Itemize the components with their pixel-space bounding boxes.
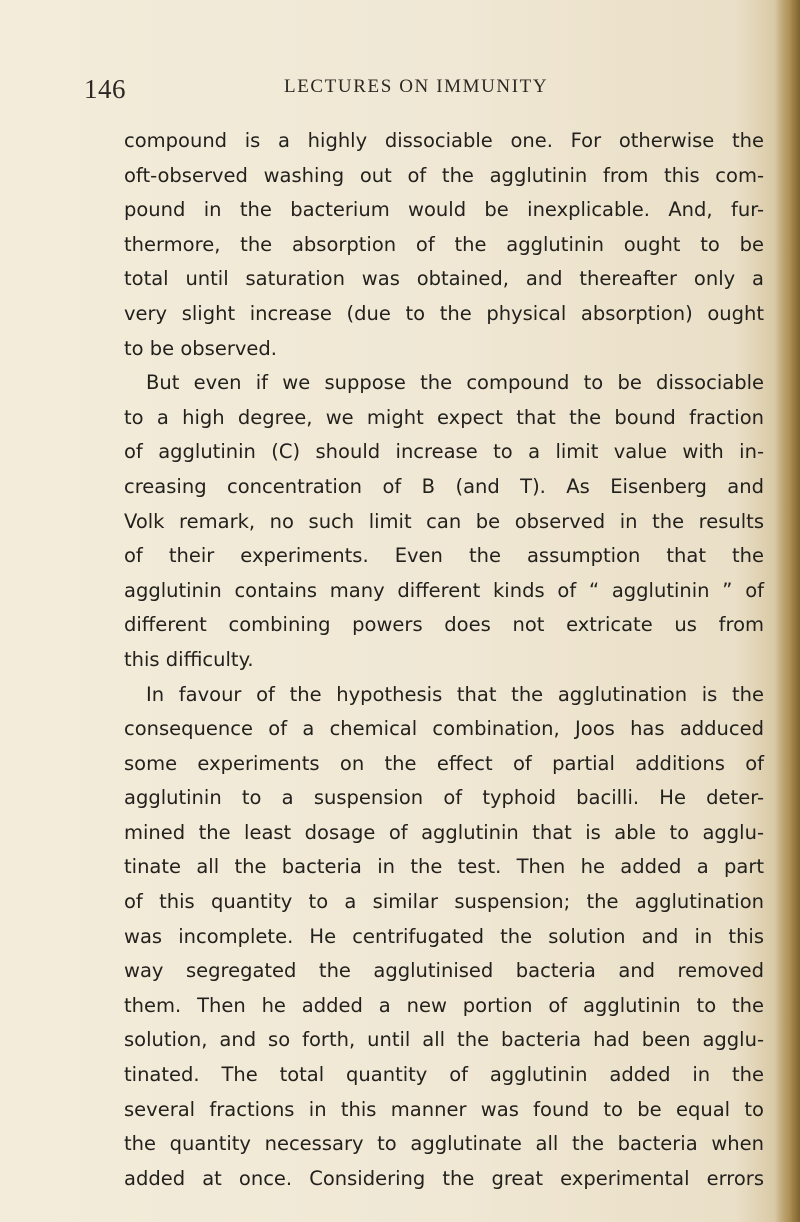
text-line: several fractions in this manner was found to be equal to (124, 1097, 764, 1121)
text-line: added at once. Considering the great experimental errors (124, 1166, 764, 1190)
page-edge-shadow (774, 0, 800, 1222)
text-line: In favour of the hypothesis that the agglutination is the (146, 682, 764, 706)
running-head (84, 70, 764, 110)
body-text (124, 124, 764, 1196)
text-line: of their experiments. Even the assumption that the (124, 544, 764, 568)
text-line: thermore, the absorption of the agglutinin ought to be (124, 232, 764, 256)
text-line: tinate all the bacteria in the test. Then he added a part (124, 855, 764, 879)
text-line: agglutinin to a suspension of typhoid bacilli. He deter- (124, 786, 764, 810)
text-line: of agglutinin (C) should increase to a limit value with in- (124, 440, 764, 464)
text-line: solution, and so forth, until all the bacteria had been agglu- (124, 1028, 764, 1052)
text-line: total until saturation was obtained, and thereafter only a (124, 267, 764, 291)
text-line: agglutinin contains many different kinds of “ agglutinin ” of (124, 578, 764, 602)
text-line: the quantity necessary to agglutinate all the bacteria when (124, 1132, 764, 1156)
text-line: oft-observed washing out of the agglutinin from this com- (124, 163, 764, 187)
running-title: LECTURES ON IMMUNITY (284, 76, 549, 97)
text-line: different combining powers does not extricate us from (124, 613, 764, 637)
page-number: 146 (84, 74, 126, 104)
text-line: was incomplete. He centrifugated the solution and in this (124, 924, 764, 948)
text-line: creasing concentration of B (and T). As Eisenberg and (124, 474, 764, 498)
text-line: consequence of a chemical combination, Joos has adduced (124, 717, 764, 741)
text-line: them. Then he added a new portion of agglutinin to the (124, 993, 764, 1017)
text-line: to a high degree, we might expect that the bound fraction (124, 405, 764, 429)
text-line: pound in the bacterium would be inexplicable. And, fur- (124, 198, 764, 222)
text-line: compound is a highly dissociable one. For otherwise the (124, 129, 764, 152)
text-line: of this quantity to a similar suspension; the agglutination (124, 890, 764, 914)
text-line: But even if we suppose the compound to be dissociable (146, 371, 764, 395)
text-line: Volk remark, no such limit can be observed in the results (124, 509, 764, 533)
text-line: very slight increase (due to the physical absorption) ought (124, 301, 764, 325)
text-line: way segregated the agglutinised bacteria and removed (124, 959, 764, 983)
text-line: to be observed. (124, 336, 277, 360)
text-line: this difficulty. (124, 647, 254, 671)
text-line: tinated. The total quantity of agglutinin added in the (124, 1063, 764, 1087)
text-line: some experiments on the effect of partial additions of (124, 751, 764, 775)
text-line: mined the least dosage of agglutinin that is able to agglu- (124, 820, 764, 844)
